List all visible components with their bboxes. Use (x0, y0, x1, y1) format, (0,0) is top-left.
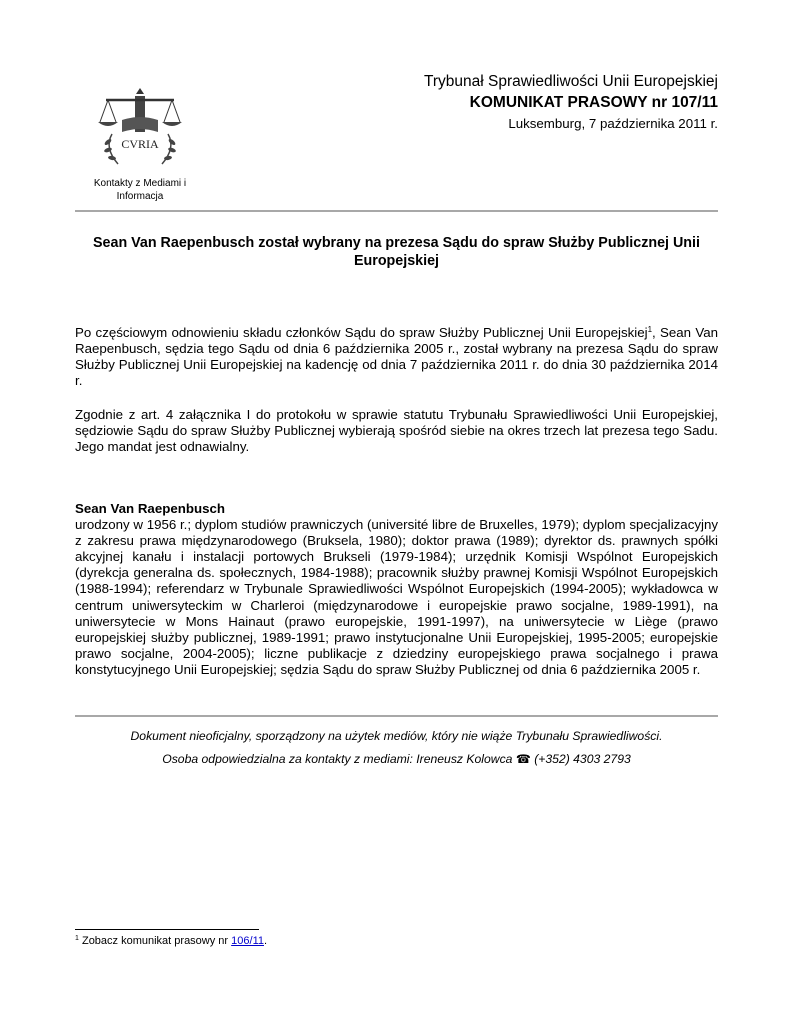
curia-logo (92, 86, 188, 172)
disclaimer: Dokument nieoficjalny, sporządzony na użytek mediów, który nie wiąże Trybunału Sprawiedliwości. (130, 729, 663, 743)
paragraph-2 (75, 407, 718, 455)
media-contact (75, 752, 718, 766)
phone-icon: ☎ (515, 752, 531, 766)
paragraph-1 (75, 325, 718, 389)
contact-phone: (+352) 4303 2793 (534, 752, 631, 766)
footer-divider (75, 715, 718, 717)
footnote-number: 1 (75, 935, 79, 942)
scales-of-justice-icon (92, 86, 188, 172)
paragraph-2-text: Zgodnie z art. 4 załącznika I do protokołu w sprawie statutu Trybunału Sprawiedliwości Unii Europejskiej, sędziowie Sądu do spraw Służby Publicznej wybierają spośród siebie na okres trzech lat prezesa tego Sadu. Jego mandat jest odnawialny. (75, 407, 718, 455)
court-name: Trybunał Sprawiedliwości Unii Europejskiej (423, 73, 718, 90)
paragraph-1-text-end: , Sean Van Raepenbusch, sędzia tego Sądu od dnia 6 października 2005 r., został wybrany na prezesa Sądu do spraw Służby Publicznej Unii Europejskiej na kadencję od dnia 7 października 2011 r. do dnia 30 października 2014 r. (75, 325, 718, 389)
logo-text: CVRIA (121, 137, 159, 151)
header-block (424, 72, 718, 134)
footnote-divider (75, 929, 259, 930)
footnote-trailing: . (263, 935, 268, 947)
bio-text: urodzony w 1956 r.; dyplom studiów prawniczych (université libre de Bruxelles, 1979); dyplom specjalizacyjny z zakresu prawa międzynarodowego (Bruksela, 1980); doktor prawa (1989); dyrektor ds. prawnych spółki akcyjnej kanału i instalacji portowych Brukseli (1979-1984); urzędnik Komisji Wspólnot Europejskich (dyrekcja generalna ds. społecznych, 1984-1988); pracownik służby prawnej Komisji Wspólnot Europejskich (1988-1994); referendarz w Trybunale Sprawiedliwości Wspólnot Europejskich (1994-2005); wykładowca w centrum uniwersyteckim w Charleroi (międzynarodowe i europejskie prawo socjalne, 1989-1991), na uniwersytecie w Mons Hainaut (prawo europejskie, 1991-1997), na uniwersytecie w Liège (prawo europejskiej służby publicznej, 1989-1991; prawo instytucjonalne Unii Europejskiej, 1995-2005; europejskie prawo socjalne, 2004-2005); liczne publikacje z dziedziny europejskiego prawa socjalnego i prawa konstytucyjnego Unii Europejskiej; sędzia Sądu do spraw Służby Publicznej od dnia 6 października 2005 r. (75, 517, 718, 677)
place-date: Luksemburg, 7 października 2011 r. (508, 116, 718, 131)
footnote-text: Zobacz komunikat prasowy nr (81, 935, 229, 947)
page-title: Sean Van Raepenbusch został wybrany na prezesa Sądu do spraw Służby Publicznej Unii Europejskiej (93, 235, 700, 269)
contact-person: Osoba odpowiedzialna za kontakty z mediami: Ireneusz Kolowca (162, 752, 513, 766)
press-release-number: KOMUNIKAT PRASOWY nr 107/11 (469, 94, 718, 111)
bio-name: Sean Van Raepenbusch (75, 501, 226, 516)
footnote-ref: 1 (647, 325, 653, 334)
footnote-link[interactable]: 106/11 (231, 935, 264, 947)
bio-section (75, 501, 718, 678)
header-divider (75, 210, 718, 212)
paragraph-1-text-start: Po częściowym odnowieniu składu członków Sądu do spraw Służby Publicznej Unii Europejskiej (75, 325, 648, 340)
footnote (75, 933, 267, 949)
logo-caption: Kontakty z Mediami i Informacja (93, 178, 187, 202)
